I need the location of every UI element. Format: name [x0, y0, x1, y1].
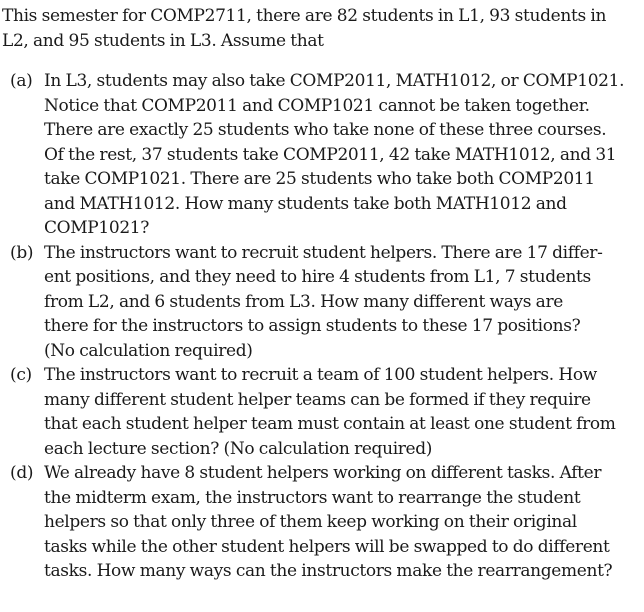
part-d-line: helpers so that only three of them keep working on their original [44, 512, 577, 532]
part-b-line: ent positions, and they need to hire 4 students from L1, 7 students [44, 267, 591, 287]
part-b-line: The instructors want to recruit student helpers. There are 17 differ- [44, 242, 603, 263]
part-a-line: Notice that COMP2011 and COMP1021 cannot be taken together. [44, 95, 590, 116]
part-c-line: many different student helper teams can be formed if they require [44, 389, 591, 410]
part-a-line: In L3, students may also take COMP2011, MATH1012, or COMP1021. [44, 71, 625, 91]
part-d-label: (d) [10, 463, 34, 483]
part-c-text [44, 363, 634, 461]
part-c [2, 363, 634, 461]
part-d-line: the midterm exam, the instructors want to rearrange the student [44, 487, 581, 508]
part-c-line: The instructors want to recruit a team of 100 student helpers. How [44, 365, 597, 385]
part-b-label: (b) [10, 242, 34, 263]
part-a-label: (a) [10, 71, 33, 91]
part-d-text [44, 461, 634, 584]
part-a-line: There are exactly 25 students who take none of these three courses. [44, 120, 607, 140]
intro-line: L2, and 95 students in L3. Assume that [2, 30, 324, 51]
part-a-line: COMP1021? [44, 218, 150, 238]
part-c-line: that each student helper team must contain at least one student from [44, 414, 616, 434]
part-a-line: take COMP1021. There are 25 students who take both COMP2011 [44, 169, 595, 189]
part-b-line: there for the instructors to assign students to these 17 positions? [44, 316, 581, 336]
part-d-line: tasks. How many ways can the instructors make the rearrangement? [44, 561, 613, 581]
intro-line: This semester for COMP2711, there are 82 students in L1, 93 students in [2, 6, 607, 26]
part-d-line: tasks while the other student helpers will be swapped to do different [44, 536, 610, 557]
part-d [2, 461, 634, 584]
part-a-text [44, 69, 634, 241]
part-b [2, 241, 634, 364]
problem-intro [2, 4, 634, 53]
part-c-label: (c) [10, 365, 32, 385]
part-a [2, 69, 634, 241]
part-b-text [44, 241, 634, 364]
part-b-line: from L2, and 6 students from L3. How many different ways are [44, 291, 563, 312]
part-b-line: (No calculation required) [44, 340, 253, 361]
part-c-line: each lecture section? (No calculation required) [44, 438, 433, 459]
part-a-line: Of the rest, 37 students take COMP2011, 42 take MATH1012, and 31 [44, 144, 617, 165]
part-a-line: and MATH1012. How many students take both MATH1012 and [44, 193, 567, 214]
part-d-line: We already have 8 student helpers working on different tasks. After [44, 463, 602, 483]
